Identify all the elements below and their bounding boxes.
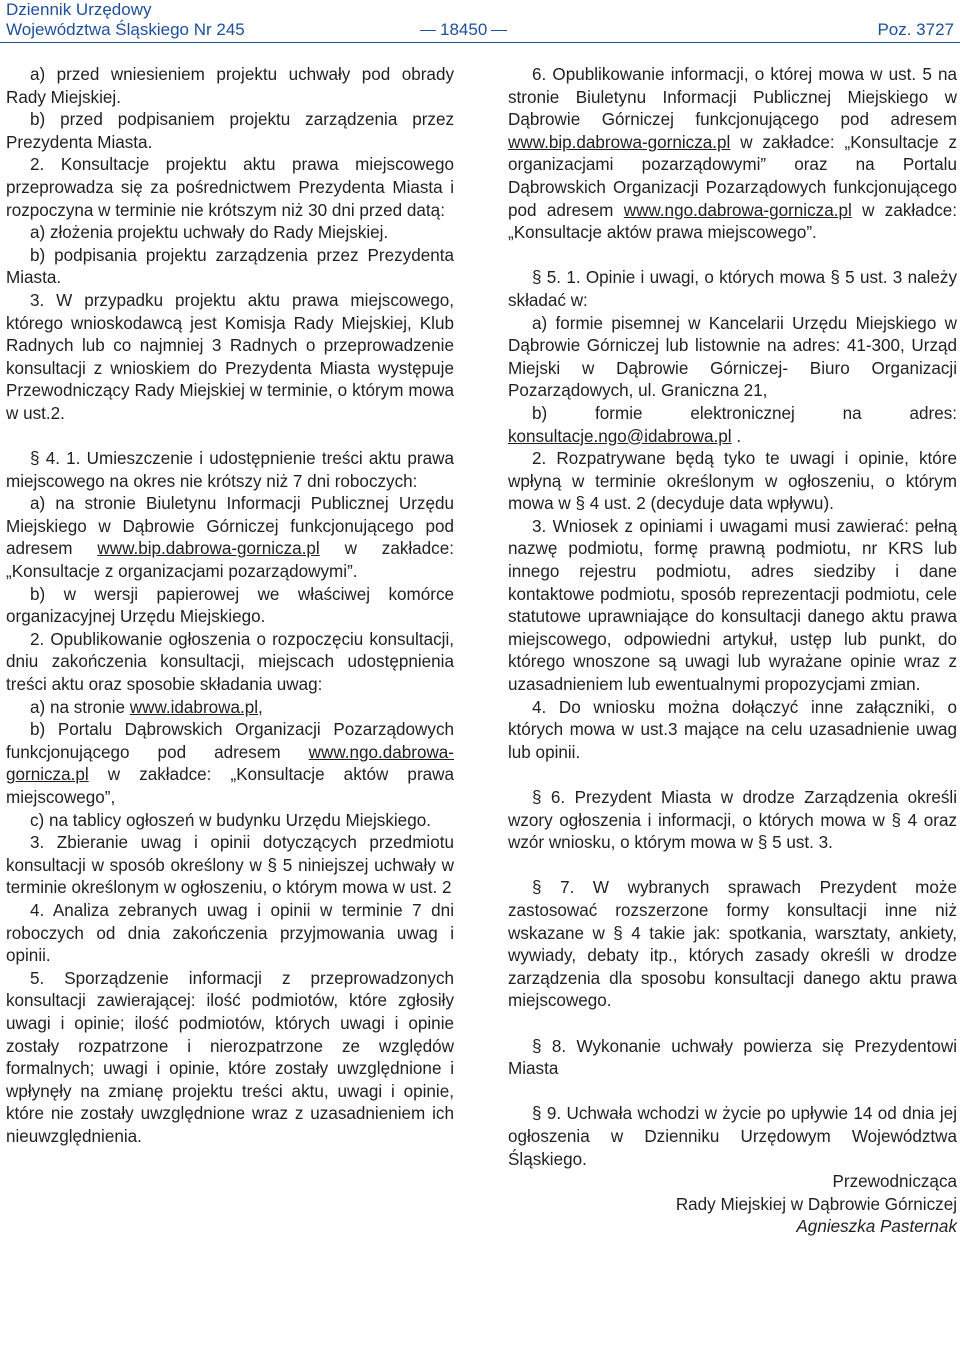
journal-title xyxy=(6,0,245,40)
paragraph: a) przed wniesieniem projektu uchwały pod obrady Rady Miejskiej. xyxy=(6,65,454,107)
paragraph: c) na tablicy ogłoszeń w budynku Urzędu Miejskiego. xyxy=(30,810,431,830)
ngo-link[interactable]: www.ngo.dabrowa-gornicza.pl xyxy=(623,200,852,220)
journal-title-line2: Województwa Śląskiego Nr 245 xyxy=(6,20,245,39)
paragraph xyxy=(508,64,957,245)
left-column xyxy=(6,64,454,1149)
paragraph: 2. Rozpatrywane będą tyko te uwagi i opinie, które wpłyną w terminie określonym w ogłoszeniu, o którym mowa w § 4 ust. 2 (decyduje data wpływu). xyxy=(508,449,957,514)
ngo-link[interactable]: www.ngo.dabrowa-gornicza.pl xyxy=(6,742,454,785)
section-paragraph: § 5. 1. Opinie i uwagi, o których mowa § 5 ust. 3 należy składać w: xyxy=(508,268,957,310)
text: b) Portalu Dąbrowskich Organizacji Pozarządowych funkcjonującego pod adresem xyxy=(6,720,454,762)
paragraph xyxy=(6,719,454,809)
text: a) na stronie Biuletynu Informacji Publicznej Urzędu Miejskiego w Dąbrowie Górniczej funkcjonującego pod adresem xyxy=(6,494,454,559)
paragraph: 3. W przypadku projektu aktu prawa miejscowego, którego wnioskodawcą jest Komisja Rady Miejskiej, Klub Radnych lub co najmniej 3 Radnych o przeprowadzenie konsultacji z wnioskiem do Prezydenta Miasta występuje Przewodniczący Rady Miejskiej w terminie, o którym mowa w ust.2. xyxy=(6,290,454,423)
right-column xyxy=(508,64,957,1239)
page-header xyxy=(0,0,960,44)
signature-name: Agnieszka Pasternak xyxy=(796,1217,957,1237)
section-paragraph: § 4. 1. Umieszczenie i udostępnienie treści aktu prawa miejscowego na okres nie krótszy niż 7 dni roboczych: xyxy=(6,449,454,491)
paragraph: 3. Wniosek z opiniami i uwagami musi zawierać: pełną nazwę podmiotu, formę prawną podmiotu, nr KRS lub innego rejestru podmiotu, adres siedziby i dane kontaktowe podmiotu, sposób reprezentacji podmiotu, cele statutowe uprawniające do konsultacji danego aktu prawa miejscowego, odpowiedni artykuł, ustęp lub punkt, do którego wnoszone są uwagi lub wyrażane opinie wraz z uzasadnieniem lub ewentualnymi propozycjami zmian. xyxy=(508,516,957,695)
text: 6. Opublikowanie informacji, o której mowa w ust. 5 na stronie Biuletynu Informacji Publicznej Miejskiego w Dąbrowie Górniczej funkcjonującego pod adresem xyxy=(508,65,957,130)
text: a) na stronie xyxy=(30,697,130,717)
text: w zakładce: „Konsultacje z organizacjami pozarządowymi” oraz na Portalu Dąbrowskich Organizacji Pozarządowych funkcjonującego pod adresem xyxy=(508,132,957,220)
section-paragraph: § 8. Wykonanie uchwały powierza się Prezydentowi Miasta xyxy=(508,1036,957,1079)
paragraph: 2. Opublikowanie ogłoszenia o rozpoczęciu konsultacji, dniu zakończenia konsultacji, miejscach udostępnienia treści aktu oraz sposobie składania uwag: xyxy=(6,629,454,695)
page-number: 18450 xyxy=(416,20,511,40)
paragraph: b) przed podpisaniem projektu zarządzenia przez Prezydenta Miasta. xyxy=(6,110,454,152)
bip-link[interactable]: www.bip.dabrowa-gornicza.pl xyxy=(508,132,731,152)
text: w zakładce: „Konsultacje aktów prawa miejscowego”. xyxy=(508,200,958,243)
paragraph: 4. Analiza zebranych uwag i opinii w terminie 7 dni roboczych od dnia zakończenia przyjmowania uwag i opinii. xyxy=(6,900,454,966)
paragraph xyxy=(6,697,454,720)
paragraph: a) formie pisemnej w Kancelarii Urzędu Miejskiego w Dąbrowie Górniczej lub listownie na adres: 41-300, Urząd Miejski w Dąbrowie Górniczej- Biuro Organizacji Pozarządowych, ul. Graniczna 21, xyxy=(508,313,957,401)
paragraph: b) w wersji papierowej we właściwej komórce organizacyjnej Urzędu Miejskiego. xyxy=(6,584,454,627)
text: w zakładce: „Konsultacje aktów prawa miejscowego”, xyxy=(6,765,454,807)
paragraph: 3. Zbieranie uwag i opinii dotyczących przedmiotu konsultacji w sposób określony w § 5 niniejszej uchwały w terminie określonym w ogłoszeniu, o którym mowa w ust. 2 xyxy=(6,833,454,898)
paragraph: a) złożenia projektu uchwały do Rady Miejskiej. xyxy=(30,223,389,243)
paragraph: 5. Sporządzenie informacji z przeprowadzonych konsultacji zawierającej: ilość podmiotów, które zgłosiły uwagi i opinie; ilość podmiotów, których uwagi i opinie zostały rozpatrzone i nierozpatrzone ze względów formalnych; uwagi i opinie, które zostały uwzględnione i wpłynęły na zmianę projektu treści aktu, uwagi i opinie, które nie zostały uwzględnione wraz z uzasadnieniem ich nieuwzględnienia. xyxy=(6,968,454,1146)
position-number: Poz. 3727 xyxy=(877,20,954,39)
text: , xyxy=(258,697,263,717)
paragraph: 4. Do wniosku można dołączyć inne załączniki, o których mowa w ust.3 mające na celu uzasadnienie uwag lub opinii. xyxy=(508,697,957,762)
signature-title: Przewodnicząca xyxy=(832,1172,957,1192)
email-link[interactable]: konsultacje.ngo@idabrowa.pl xyxy=(508,426,732,446)
text: . xyxy=(731,426,742,446)
text: b) formie elektronicznej na adres: xyxy=(532,403,957,423)
paragraph: b) podpisania projektu zarządzenia przez Prezydenta Miasta. xyxy=(6,245,454,288)
header-divider xyxy=(0,42,960,43)
paragraph xyxy=(6,493,454,583)
bip-link[interactable]: www.bip.dabrowa-gornicza.pl xyxy=(97,539,320,559)
journal-title-line1: Dziennik Urzędowy xyxy=(6,0,152,19)
idabrowa-link[interactable]: www.idabrowa.pl xyxy=(129,697,259,717)
section-paragraph: § 7. W wybranych sprawach Prezydent może zastosować rozszerzone formy konsultacji inne niż wskazane w § 4 takie jak: spotkania, warsztaty, ankiety, wywiady, debaty itp., których zasady określi w drodze zarządzenia dla sposobu konsultacji danego aktu prawa miejscowego. xyxy=(508,878,957,1011)
text: w zakładce: „Konsultacje z organizacjami pozarządowymi”. xyxy=(6,539,454,582)
section-paragraph: § 6. Prezydent Miasta w drodze Zarządzenia określi wzory ogłoszenia i informacji, o których mowa w § 4 oraz wzór wniosku, o którym mowa w § 5 ust. 3. xyxy=(508,788,957,853)
paragraph xyxy=(508,403,957,448)
section-paragraph: § 9. Uchwała wchodzi w życie po upływie 14 od dnia jej ogłoszenia w Dzienniku Urzędowym Województwa Śląskiego. xyxy=(508,1104,957,1169)
signature-body: Rady Miejskiej w Dąbrowie Górniczej xyxy=(675,1194,957,1214)
paragraph: 2. Konsultacje projektu aktu prawa miejscowego przeprowadza się za pośrednictwem Prezydenta Miasta i rozpoczyna w terminie nie krótszym niż 30 dni przed datą: xyxy=(6,155,454,220)
